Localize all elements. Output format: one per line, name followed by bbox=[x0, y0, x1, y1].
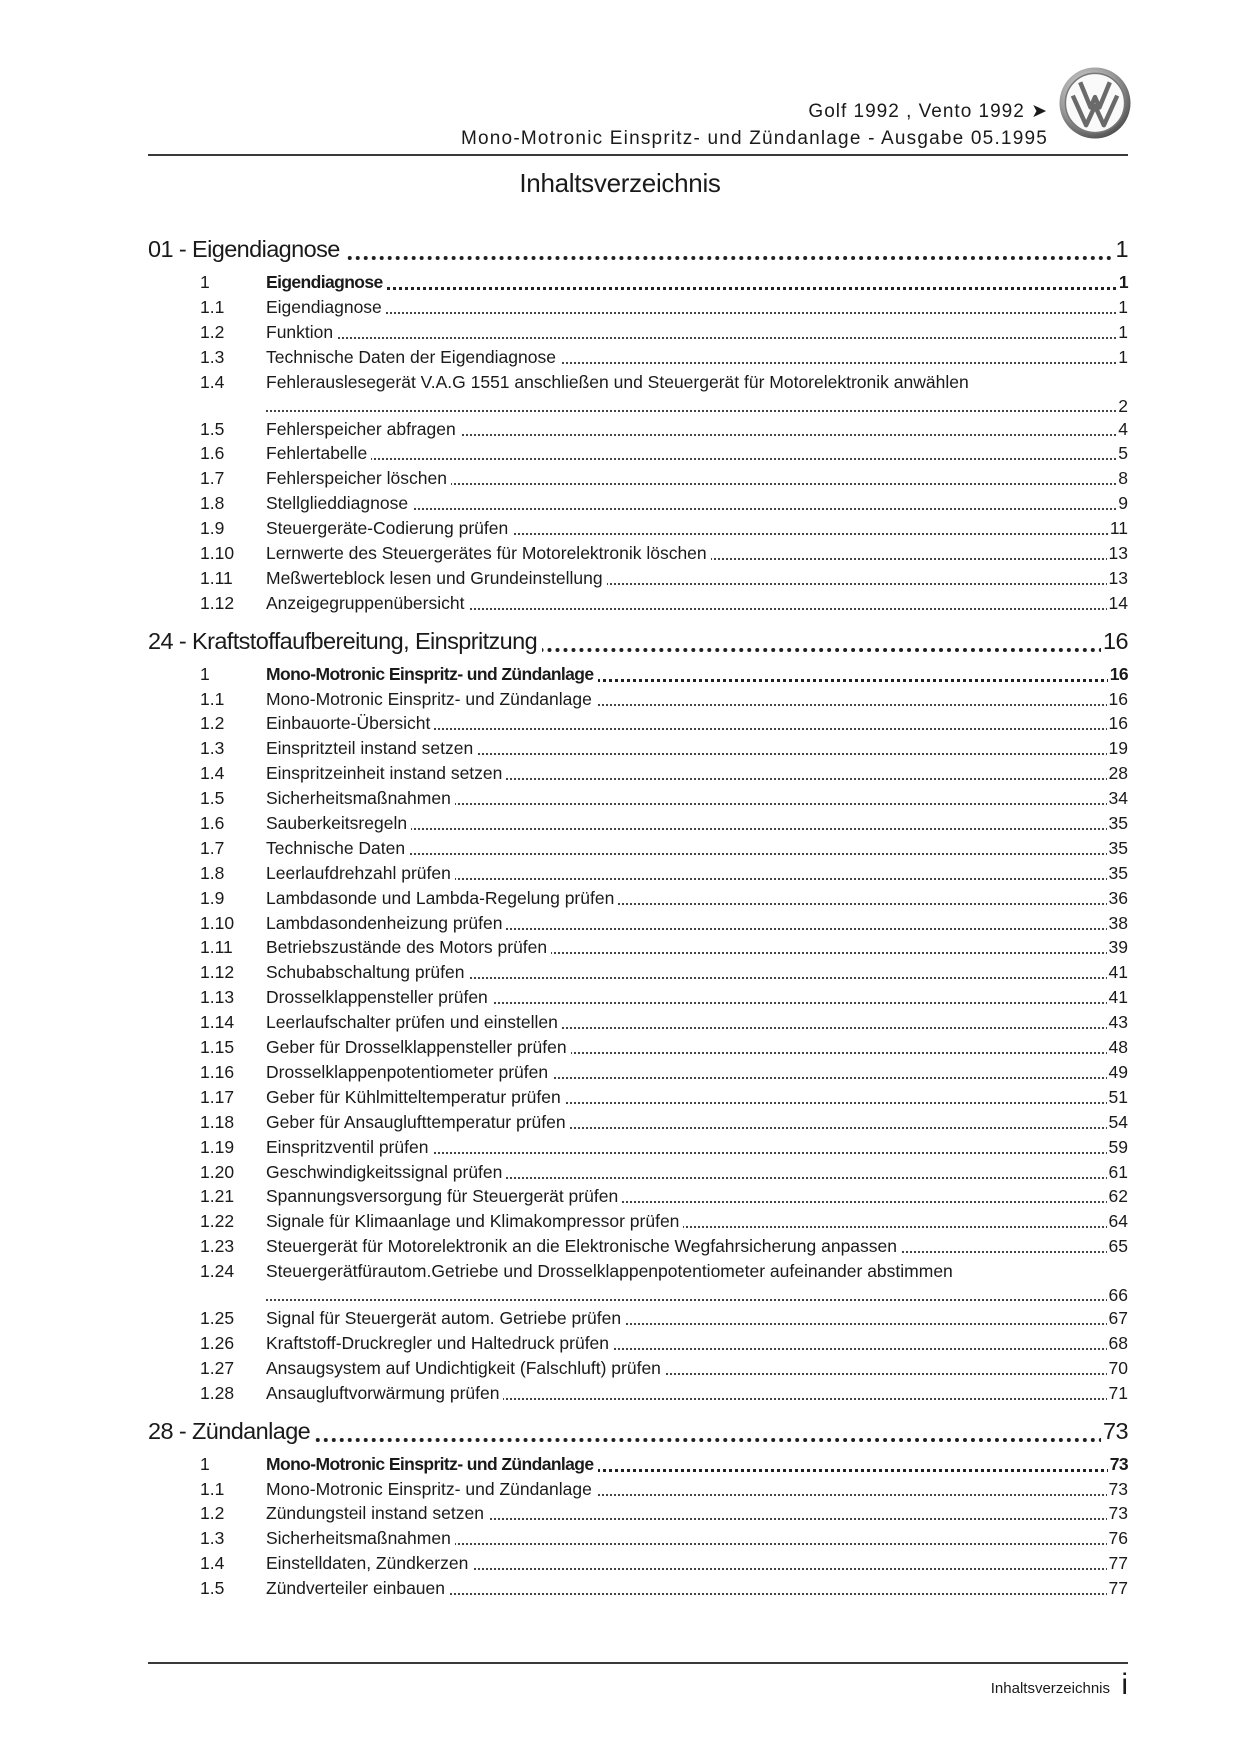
entry-page: 1 bbox=[1118, 321, 1128, 342]
dot-leader bbox=[266, 410, 1128, 412]
toc-entry[interactable] bbox=[148, 297, 1128, 322]
entry-title: Drosselklappenpotentiometer prüfen bbox=[266, 1062, 552, 1083]
entry-page: 70 bbox=[1108, 1357, 1128, 1378]
toc-entry[interactable] bbox=[148, 518, 1128, 543]
entry-title: Einspritzeinheit instand setzen bbox=[266, 763, 506, 784]
entry-title: Betriebszustände des Motors prüfen bbox=[266, 937, 551, 958]
entry-page: 73 bbox=[1108, 1503, 1128, 1524]
toc-entry[interactable] bbox=[148, 1112, 1128, 1137]
entry-title: Eigendiagnose bbox=[266, 272, 387, 293]
entry-page: 11 bbox=[1109, 518, 1128, 539]
toc-entry[interactable] bbox=[148, 1553, 1128, 1578]
entry-title: Fehlerauslesegerät V.A.G 1551 anschließen und Steuergerät für Motorelektronik anwählen bbox=[266, 372, 973, 393]
entry-title: Geber für Drosselklappensteller prüfen bbox=[266, 1037, 571, 1058]
entry-page: 67 bbox=[1108, 1308, 1128, 1329]
entry-number: 1.2 bbox=[200, 713, 225, 734]
entry-page: 41 bbox=[1108, 987, 1128, 1008]
toc-entry[interactable] bbox=[148, 1578, 1128, 1603]
toc-entry[interactable] bbox=[148, 888, 1128, 913]
entry-page: 73 bbox=[1109, 1453, 1128, 1474]
entry-title: Ansaugsystem auf Undichtigkeit (Falschluft) prüfen bbox=[266, 1358, 665, 1379]
toc-entry[interactable] bbox=[148, 937, 1128, 962]
entry-title: Leerlaufdrehzahl prüfen bbox=[266, 863, 455, 884]
entry-page: 51 bbox=[1108, 1086, 1128, 1107]
entry-number: 1.7 bbox=[200, 837, 225, 858]
entry-page: 35 bbox=[1108, 862, 1128, 883]
entry-title: Steuergerät für Motorelektronik an die Elektronische Wegfahrsicherung anpassen bbox=[266, 1236, 901, 1257]
footer-label: Inhaltsverzeichnis bbox=[990, 1680, 1110, 1697]
entry-page: 59 bbox=[1108, 1136, 1128, 1157]
toc-entry[interactable] bbox=[148, 962, 1128, 987]
entry-title: Mono-Motronic Einspritz- und Zündanlage bbox=[266, 1454, 598, 1475]
entry-title: Spannungsversorgung für Steuergerät prüfen bbox=[266, 1186, 622, 1207]
entry-number: 1.11 bbox=[200, 937, 233, 958]
entry-page: 4 bbox=[1118, 418, 1128, 439]
toc-entry[interactable] bbox=[148, 1236, 1128, 1261]
toc-entry[interactable] bbox=[148, 863, 1128, 888]
entry-title: Ansaugluftvorwärmung prüfen bbox=[266, 1383, 503, 1404]
entry-title: Anzeigegruppenübersicht bbox=[266, 593, 468, 614]
entry-title: Technische Daten der Eigendiagnose bbox=[266, 347, 560, 368]
entry-page: 43 bbox=[1108, 1012, 1128, 1033]
dot-leader bbox=[266, 1299, 1128, 1301]
entry-page: 5 bbox=[1118, 443, 1128, 464]
entry-title: Zündungsteil instand setzen bbox=[266, 1503, 488, 1524]
toc-entry[interactable] bbox=[148, 1062, 1128, 1087]
entry-number: 1.4 bbox=[200, 1553, 225, 1574]
entry-page: 77 bbox=[1108, 1553, 1128, 1574]
chapter-page: 16 bbox=[1103, 627, 1128, 654]
entry-page: 14 bbox=[1108, 592, 1128, 613]
toc-chapter[interactable] bbox=[148, 626, 1128, 664]
entry-page: 35 bbox=[1108, 813, 1128, 834]
entry-page: 1 bbox=[1118, 346, 1128, 367]
entry-page: 28 bbox=[1108, 763, 1128, 784]
entry-number: 1 bbox=[200, 1453, 210, 1474]
entry-number: 1.17 bbox=[200, 1086, 235, 1107]
entry-number: 1.22 bbox=[200, 1211, 235, 1232]
entry-page: 54 bbox=[1108, 1111, 1128, 1132]
entry-title: Technische Daten bbox=[266, 838, 409, 859]
entry-number: 1.6 bbox=[200, 443, 225, 464]
entry-title: Lambdasonde und Lambda-Regelung prüfen bbox=[266, 888, 618, 909]
header-model-line: Golf 1992 , Vento 1992 ➤ bbox=[808, 101, 1048, 122]
toc-entry[interactable] bbox=[148, 1383, 1128, 1408]
entry-number: 1.23 bbox=[200, 1236, 235, 1257]
entry-number: 1.20 bbox=[200, 1161, 235, 1182]
entry-page: 13 bbox=[1108, 543, 1128, 564]
entry-title: Eigendiagnose bbox=[266, 297, 386, 318]
entry-page: 2 bbox=[1118, 395, 1128, 416]
entry-number: 1.4 bbox=[200, 371, 225, 392]
entry-page: 64 bbox=[1108, 1211, 1128, 1232]
entry-number: 1.2 bbox=[200, 1503, 225, 1524]
entry-number: 1 bbox=[200, 272, 210, 292]
entry-number: 1.3 bbox=[200, 1528, 225, 1549]
page-title: Inhaltsverzeichnis bbox=[519, 168, 721, 198]
page-footer bbox=[148, 1662, 1128, 1704]
entry-title: Signale für Klimaanlage und Klimakompressor prüfen bbox=[266, 1211, 683, 1232]
toc-entry[interactable] bbox=[148, 1037, 1128, 1062]
entry-number: 1.12 bbox=[200, 592, 235, 613]
toc-chapter[interactable] bbox=[148, 234, 1128, 272]
entry-title: Sicherheitsmaßnahmen bbox=[266, 788, 455, 809]
entry-number: 1.5 bbox=[200, 1578, 225, 1599]
entry-page: 39 bbox=[1108, 937, 1128, 958]
toc-entry[interactable] bbox=[148, 813, 1128, 838]
entry-page: 16 bbox=[1108, 688, 1128, 709]
toc-entry[interactable] bbox=[148, 738, 1128, 763]
chapter-title: 01 - Eigendiagnose bbox=[148, 234, 345, 264]
entry-number: 1.2 bbox=[200, 321, 225, 342]
chapter-page: 73 bbox=[1103, 1417, 1128, 1444]
entry-number: 1 bbox=[200, 663, 210, 684]
entry-title: Kraftstoff-Druckregler und Haltedruck prüfen bbox=[266, 1333, 613, 1354]
page-header bbox=[148, 70, 1128, 156]
entry-number: 1.12 bbox=[200, 962, 235, 983]
entry-number: 1.9 bbox=[200, 518, 225, 539]
entry-number: 1.3 bbox=[200, 346, 225, 367]
entry-title: Einspritzventil prüfen bbox=[266, 1137, 432, 1158]
toc-entry[interactable] bbox=[148, 322, 1128, 347]
vw-logo-icon bbox=[1058, 66, 1132, 140]
entry-title: Drosselklappensteller prüfen bbox=[266, 987, 492, 1008]
entry-title: Funktion bbox=[266, 322, 337, 343]
entry-number: 1.4 bbox=[200, 763, 225, 784]
entry-title: Geber für Kühlmitteltemperatur prüfen bbox=[266, 1087, 565, 1108]
entry-title: Signal für Steuergerät autom. Getriebe prüfen bbox=[266, 1308, 625, 1329]
entry-page: 35 bbox=[1108, 837, 1128, 858]
entry-number: 1.7 bbox=[200, 468, 225, 489]
entry-number: 1.16 bbox=[200, 1061, 235, 1082]
entry-title: Fehlerspeicher abfragen bbox=[266, 419, 460, 440]
entry-number: 1.1 bbox=[200, 688, 225, 709]
entry-title: Meßwerteblock lesen und Grundeinstellung bbox=[266, 568, 607, 589]
entry-number: 1.1 bbox=[200, 1478, 225, 1499]
toc-entry[interactable] bbox=[148, 913, 1128, 938]
entry-number: 1.26 bbox=[200, 1332, 235, 1353]
toc-entry[interactable] bbox=[148, 838, 1128, 863]
dot-leader bbox=[266, 458, 1128, 460]
dot-leader bbox=[266, 312, 1128, 314]
toc-chapter[interactable] bbox=[148, 1416, 1128, 1454]
entry-number: 1.27 bbox=[200, 1357, 235, 1378]
entry-number: 1.18 bbox=[200, 1111, 235, 1132]
entry-number: 1.25 bbox=[200, 1308, 235, 1329]
toc-entry[interactable] bbox=[148, 1333, 1128, 1358]
toc-entry[interactable] bbox=[148, 987, 1128, 1012]
entry-page: 38 bbox=[1108, 912, 1128, 933]
footer-page-number: i bbox=[1121, 1668, 1128, 1701]
toc-entry[interactable] bbox=[148, 1528, 1128, 1553]
entry-number: 1.10 bbox=[200, 912, 235, 933]
entry-page: 68 bbox=[1108, 1332, 1128, 1353]
toc-entry[interactable] bbox=[148, 1454, 1128, 1479]
entry-title: Leerlaufschalter prüfen und einstellen bbox=[266, 1012, 562, 1033]
entry-title: Fehlertabelle bbox=[266, 443, 371, 464]
entry-page: 9 bbox=[1118, 493, 1128, 514]
entry-title: Lernwerte des Steuergerätes für Motorelektronik löschen bbox=[266, 543, 711, 564]
entry-title: Stellglieddiagnose bbox=[266, 493, 412, 514]
toc-entry[interactable] bbox=[148, 1261, 1128, 1308]
entry-number: 1.1 bbox=[200, 296, 225, 317]
toc-entry[interactable] bbox=[148, 763, 1128, 788]
toc-entry[interactable] bbox=[148, 1358, 1128, 1383]
entry-title: Einbauorte-Übersicht bbox=[266, 713, 434, 734]
chapter-page: 1 bbox=[1115, 236, 1128, 262]
entry-number: 1.15 bbox=[200, 1037, 235, 1058]
entry-page: 62 bbox=[1108, 1186, 1128, 1207]
entry-number: 1.13 bbox=[200, 987, 235, 1008]
entry-number: 1.24 bbox=[200, 1261, 235, 1282]
toc-entry[interactable] bbox=[148, 1503, 1128, 1528]
toc-entry[interactable] bbox=[148, 689, 1128, 714]
entry-page: 71 bbox=[1108, 1382, 1128, 1403]
toc-entry[interactable] bbox=[148, 1087, 1128, 1112]
entry-number: 1.6 bbox=[200, 813, 225, 834]
entry-page: 36 bbox=[1108, 887, 1128, 908]
table-of-contents bbox=[148, 234, 1128, 1603]
entry-page: 34 bbox=[1108, 788, 1128, 809]
entry-title: Zündverteiler einbauen bbox=[266, 1578, 449, 1599]
toc-entry[interactable] bbox=[148, 443, 1128, 468]
toc-entry[interactable] bbox=[148, 1186, 1128, 1211]
toc-entry[interactable] bbox=[148, 1211, 1128, 1236]
toc-entry[interactable] bbox=[148, 543, 1128, 568]
entry-number: 1.21 bbox=[200, 1186, 235, 1207]
entry-page: 76 bbox=[1108, 1528, 1128, 1549]
entry-number: 1.5 bbox=[200, 788, 225, 809]
entry-title: Mono-Motronic Einspritz- und Zündanlage bbox=[266, 689, 596, 710]
toc-entry[interactable] bbox=[148, 664, 1128, 689]
entry-page: 61 bbox=[1108, 1161, 1128, 1182]
toc-entry[interactable] bbox=[148, 419, 1128, 444]
entry-page: 49 bbox=[1108, 1061, 1128, 1082]
entry-number: 1.3 bbox=[200, 738, 225, 759]
entry-title: Sicherheitsmaßnahmen bbox=[266, 1528, 455, 1549]
entry-title: Geber für Ansauglufttemperatur prüfen bbox=[266, 1112, 570, 1133]
toc-entry[interactable] bbox=[148, 372, 1128, 419]
entry-number: 1.8 bbox=[200, 862, 225, 883]
entry-number: 1.9 bbox=[200, 887, 225, 908]
entry-title: Steuergeräte-Codierung prüfen bbox=[266, 518, 512, 539]
entry-title: Einspritzteil instand setzen bbox=[266, 738, 477, 759]
entry-title: Lambdasondenheizung prüfen bbox=[266, 913, 506, 934]
toc-entry[interactable] bbox=[148, 1012, 1128, 1037]
entry-page: 41 bbox=[1108, 962, 1128, 983]
entry-title: Schubabschaltung prüfen bbox=[266, 962, 468, 983]
entry-title: Mono-Motronic Einspritz- und Zündanlage bbox=[266, 664, 598, 685]
toc-entry[interactable] bbox=[148, 568, 1128, 593]
entry-number: 1.19 bbox=[200, 1136, 235, 1157]
entry-number: 1.5 bbox=[200, 418, 225, 439]
toc-entry[interactable] bbox=[148, 1162, 1128, 1187]
entry-number: 1.11 bbox=[200, 567, 233, 588]
entry-title: Einstelldaten, Zündkerzen bbox=[266, 1553, 472, 1574]
entry-page: 19 bbox=[1108, 738, 1128, 759]
entry-page: 48 bbox=[1108, 1037, 1128, 1058]
entry-page: 73 bbox=[1108, 1478, 1128, 1499]
entry-number: 1.8 bbox=[200, 493, 225, 514]
chapter-title: 24 - Kraftstoffaufbereitung, Einspritzung bbox=[148, 626, 542, 656]
entry-page: 66 bbox=[1108, 1285, 1128, 1306]
toc-entry[interactable] bbox=[148, 468, 1128, 493]
toc-entry[interactable] bbox=[148, 1308, 1128, 1333]
toc-entry[interactable] bbox=[148, 593, 1128, 618]
toc-entry[interactable] bbox=[148, 713, 1128, 738]
entry-number: 1.10 bbox=[200, 543, 235, 564]
toc-entry[interactable] bbox=[148, 1479, 1128, 1504]
entry-page: 65 bbox=[1108, 1236, 1128, 1257]
entry-page: 16 bbox=[1109, 663, 1128, 684]
entry-page: 8 bbox=[1118, 468, 1128, 489]
entry-number: 1.14 bbox=[200, 1012, 235, 1033]
chapter-title: 28 - Zündanlage bbox=[148, 1416, 315, 1446]
entry-page: 13 bbox=[1108, 567, 1128, 588]
toc-entry[interactable] bbox=[148, 272, 1128, 297]
entry-title: Geschwindigkeitssignal prüfen bbox=[266, 1162, 506, 1183]
toc-entry[interactable] bbox=[148, 1137, 1128, 1162]
header-manual-line: Mono-Motronic Einspritz- und Zündanlage - Ausgabe 05.1995 bbox=[461, 128, 1048, 149]
entry-page: 77 bbox=[1108, 1578, 1128, 1599]
entry-page: 1 bbox=[1118, 296, 1128, 317]
entry-title: Fehlerspeicher löschen bbox=[266, 468, 451, 489]
entry-number: 1.28 bbox=[200, 1382, 235, 1403]
toc-entry[interactable] bbox=[148, 788, 1128, 813]
dot-leader bbox=[266, 337, 1128, 339]
entry-page: 1 bbox=[1118, 272, 1128, 292]
dot-leader bbox=[266, 287, 1128, 290]
entry-title: Mono-Motronic Einspritz- und Zündanlage bbox=[266, 1479, 596, 1500]
entry-title: Sauberkeitsregeln bbox=[266, 813, 411, 834]
entry-page: 16 bbox=[1108, 713, 1128, 734]
toc-entry[interactable] bbox=[148, 347, 1128, 372]
toc-entry[interactable] bbox=[148, 493, 1128, 518]
entry-title: Steuergerätfürautom.Getriebe und Drosselklappenpotentiometer aufeinander abstimmen bbox=[266, 1261, 957, 1282]
